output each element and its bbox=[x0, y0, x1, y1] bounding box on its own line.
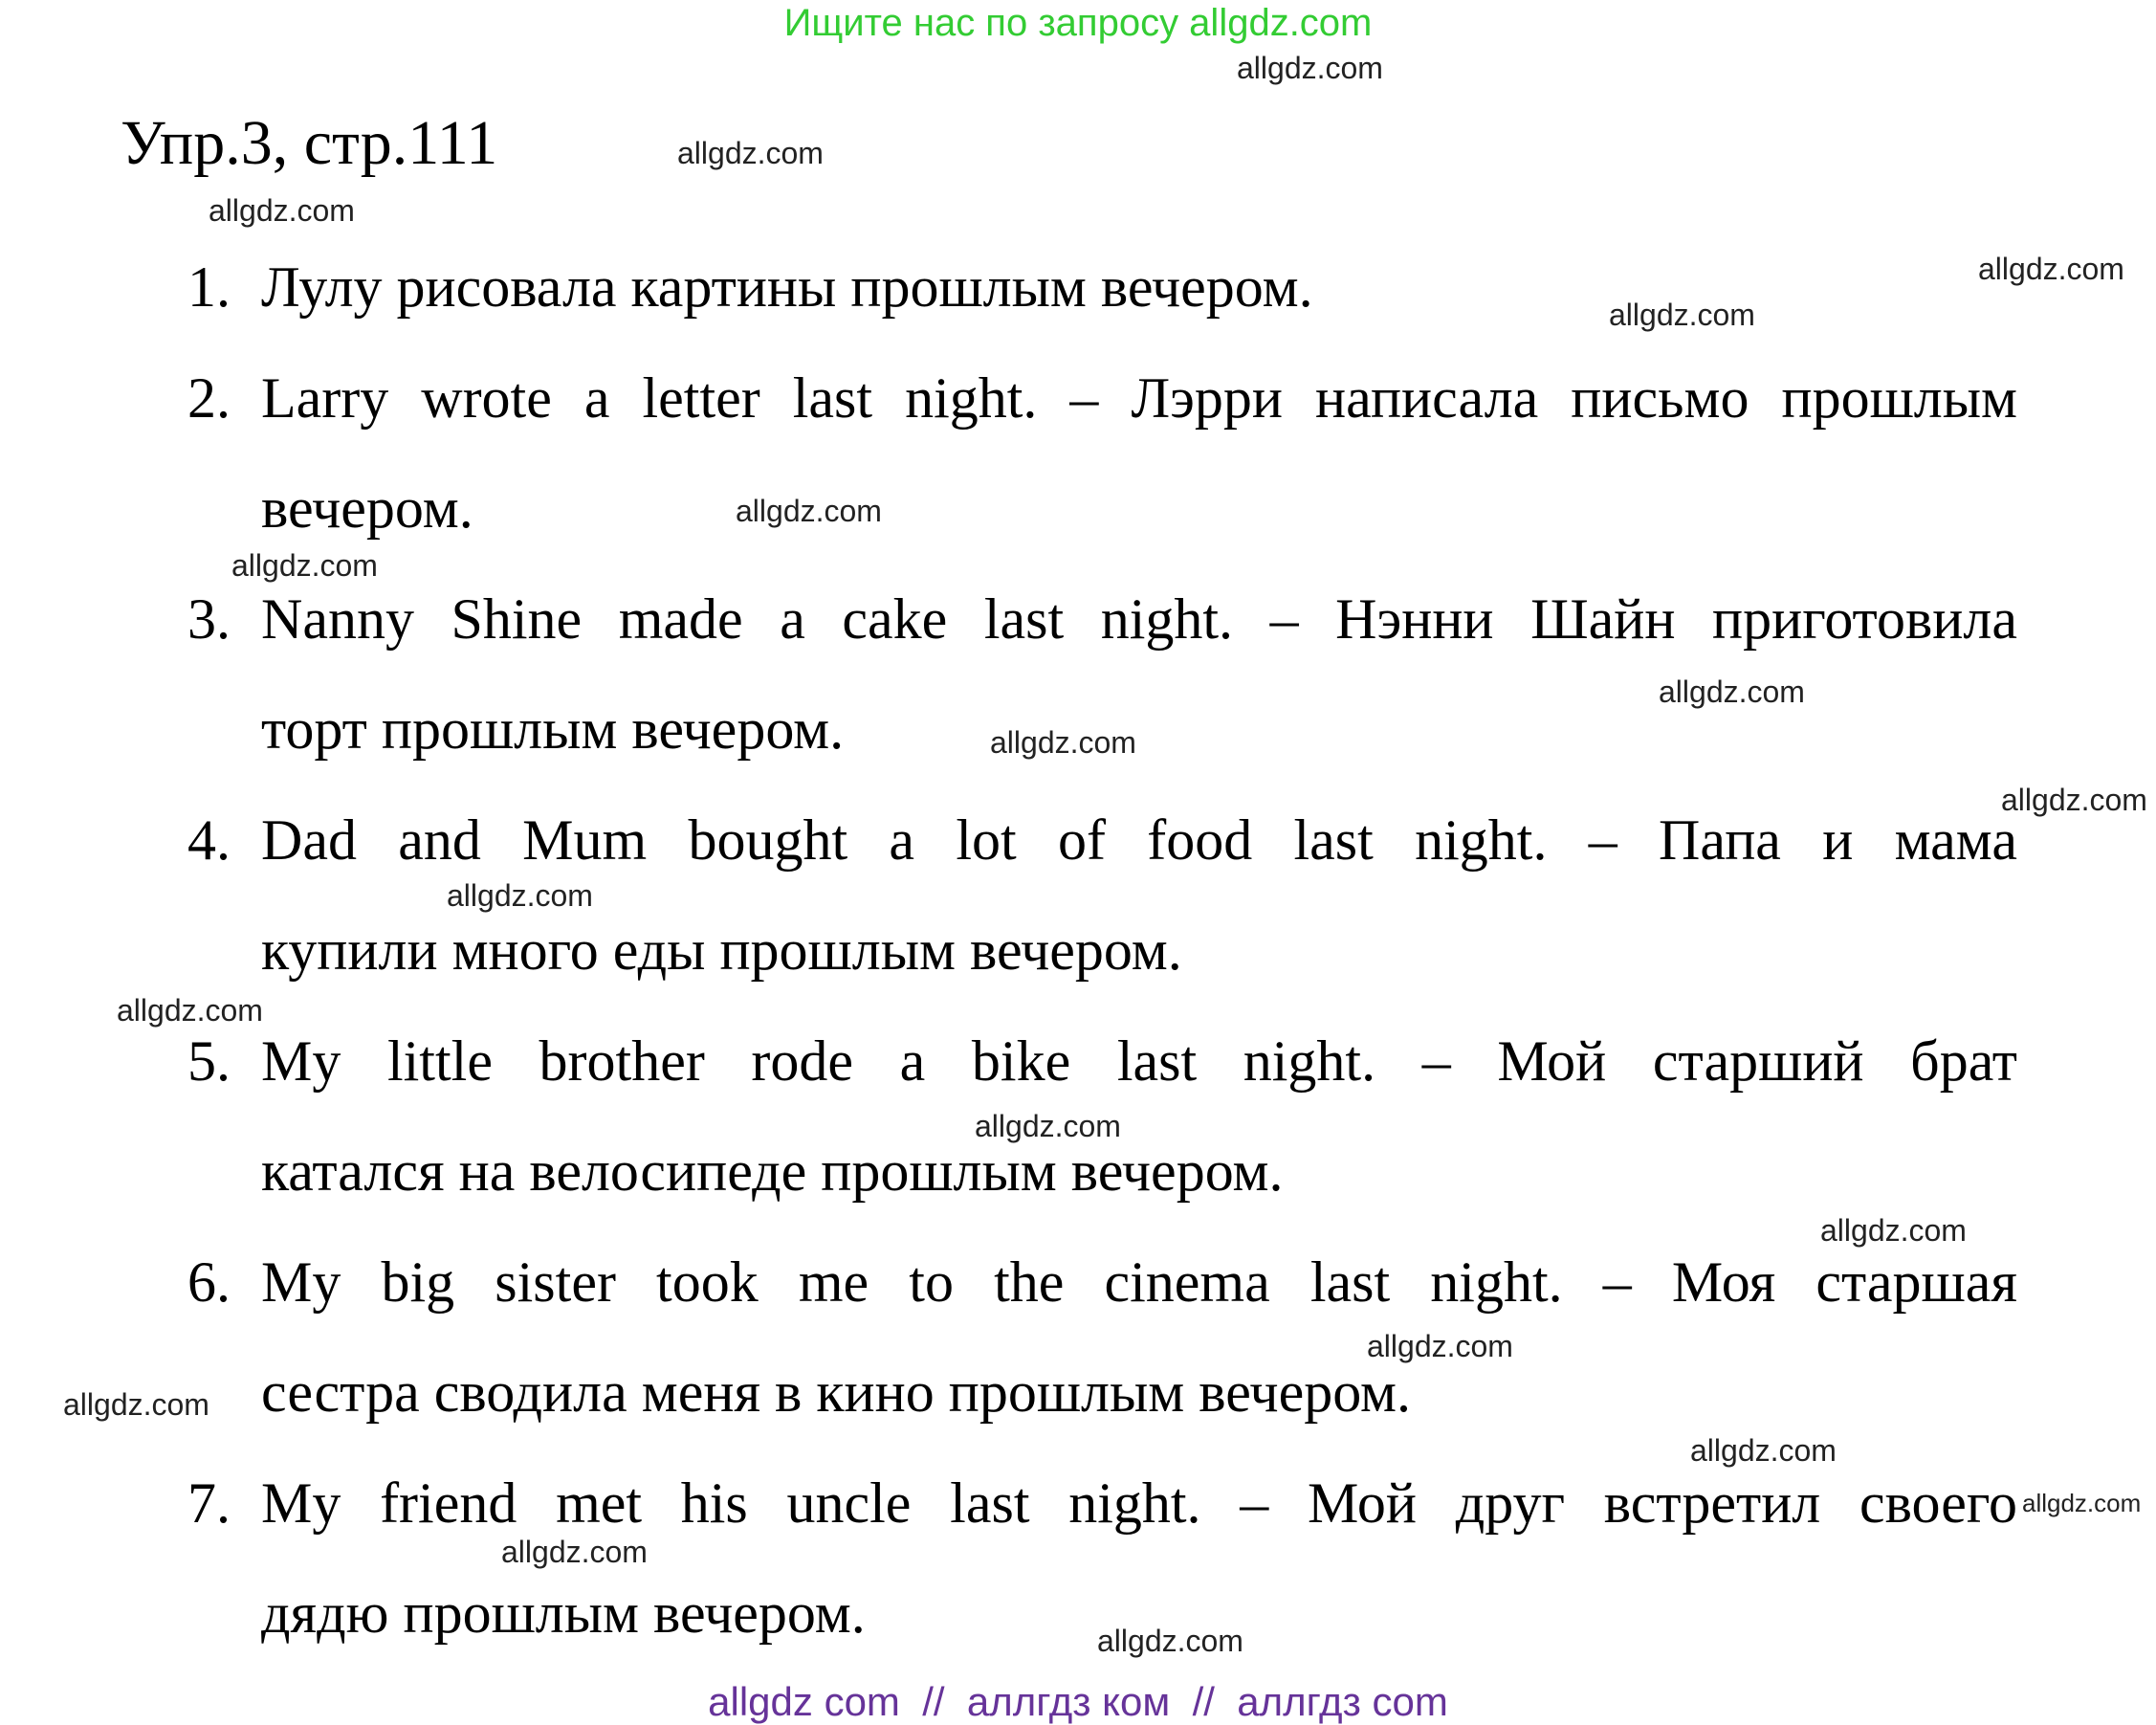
item-text-line2: сестра сводила меня в кино прошлым вечером. bbox=[261, 1360, 1412, 1424]
watermark: allgdz.com bbox=[447, 878, 593, 913]
item-text-line2: катался на велосипеде прошлым вечером. bbox=[261, 1139, 1284, 1203]
watermark: allgdz.com bbox=[975, 1109, 1121, 1143]
item-number: 7. bbox=[187, 1471, 231, 1535]
search-banner[interactable]: Ищите нас по запросу allgdz.com bbox=[783, 2, 1373, 44]
item-number: 3. bbox=[187, 587, 231, 651]
watermark: allgdz.com bbox=[117, 993, 263, 1028]
watermark: allgdz.com bbox=[990, 725, 1136, 760]
item-number: 2. bbox=[187, 366, 231, 430]
watermark: allgdz.com bbox=[2001, 783, 2147, 817]
item-text-line2: вечером. bbox=[261, 476, 473, 540]
item-text-line1: Larry wrote a letter last night. – Лэрри написала письмо прошлым bbox=[261, 366, 2017, 430]
exercise-title: Упр.3, стр.111 bbox=[121, 108, 498, 178]
watermark: allgdz.com bbox=[677, 136, 824, 170]
footer-links[interactable]: allgdz com // аллгдз ком // аллгдз com bbox=[708, 1679, 1448, 1724]
item-number: 4. bbox=[187, 808, 231, 872]
watermark: allgdz.com bbox=[63, 1387, 209, 1422]
item-text-line1: Nanny Shine made a cake last night. – Нэнни Шайн приготовила bbox=[261, 587, 2017, 651]
item-text-line1: My friend met his uncle last night. – Мой друг встретил своего bbox=[261, 1471, 2017, 1535]
watermark: allgdz.com bbox=[1659, 675, 1805, 709]
watermark: allgdz.com bbox=[1609, 298, 1755, 332]
item-text-line2: купили много еды прошлым вечером. bbox=[261, 918, 1182, 982]
item-number: 6. bbox=[187, 1250, 231, 1314]
watermark: allgdz.com bbox=[501, 1535, 648, 1569]
item-number: 5. bbox=[187, 1029, 231, 1093]
watermark: allgdz.com bbox=[1690, 1433, 1837, 1468]
watermark: allgdz.com bbox=[736, 494, 882, 528]
item-text-line1: Dad and Mum bought a lot of food last night. – Папа и мама bbox=[261, 808, 2017, 872]
watermark: allgdz.com bbox=[209, 193, 355, 228]
item-text-line1: My little brother rode a bike last night. – Мой старший брат bbox=[261, 1029, 2017, 1093]
item-text-line2: торт прошлым вечером. bbox=[261, 697, 845, 761]
watermark: allgdz.com bbox=[2022, 1489, 2142, 1517]
watermark: allgdz.com bbox=[1978, 252, 2124, 286]
item-text-line1: My big sister took me to the cinema last night. – Моя старшая bbox=[261, 1250, 2017, 1314]
item-number: 1. bbox=[187, 255, 231, 319]
watermark: allgdz.com bbox=[1820, 1213, 1967, 1248]
watermark: allgdz.com bbox=[1097, 1624, 1243, 1658]
item-text-line2: дядю прошлым вечером. bbox=[261, 1581, 866, 1645]
watermark: allgdz.com bbox=[231, 548, 378, 583]
watermark: allgdz.com bbox=[1367, 1329, 1513, 1363]
watermark: allgdz.com bbox=[1237, 51, 1383, 85]
item-text: Лулу рисовала картины прошлым вечером. bbox=[261, 255, 1313, 319]
